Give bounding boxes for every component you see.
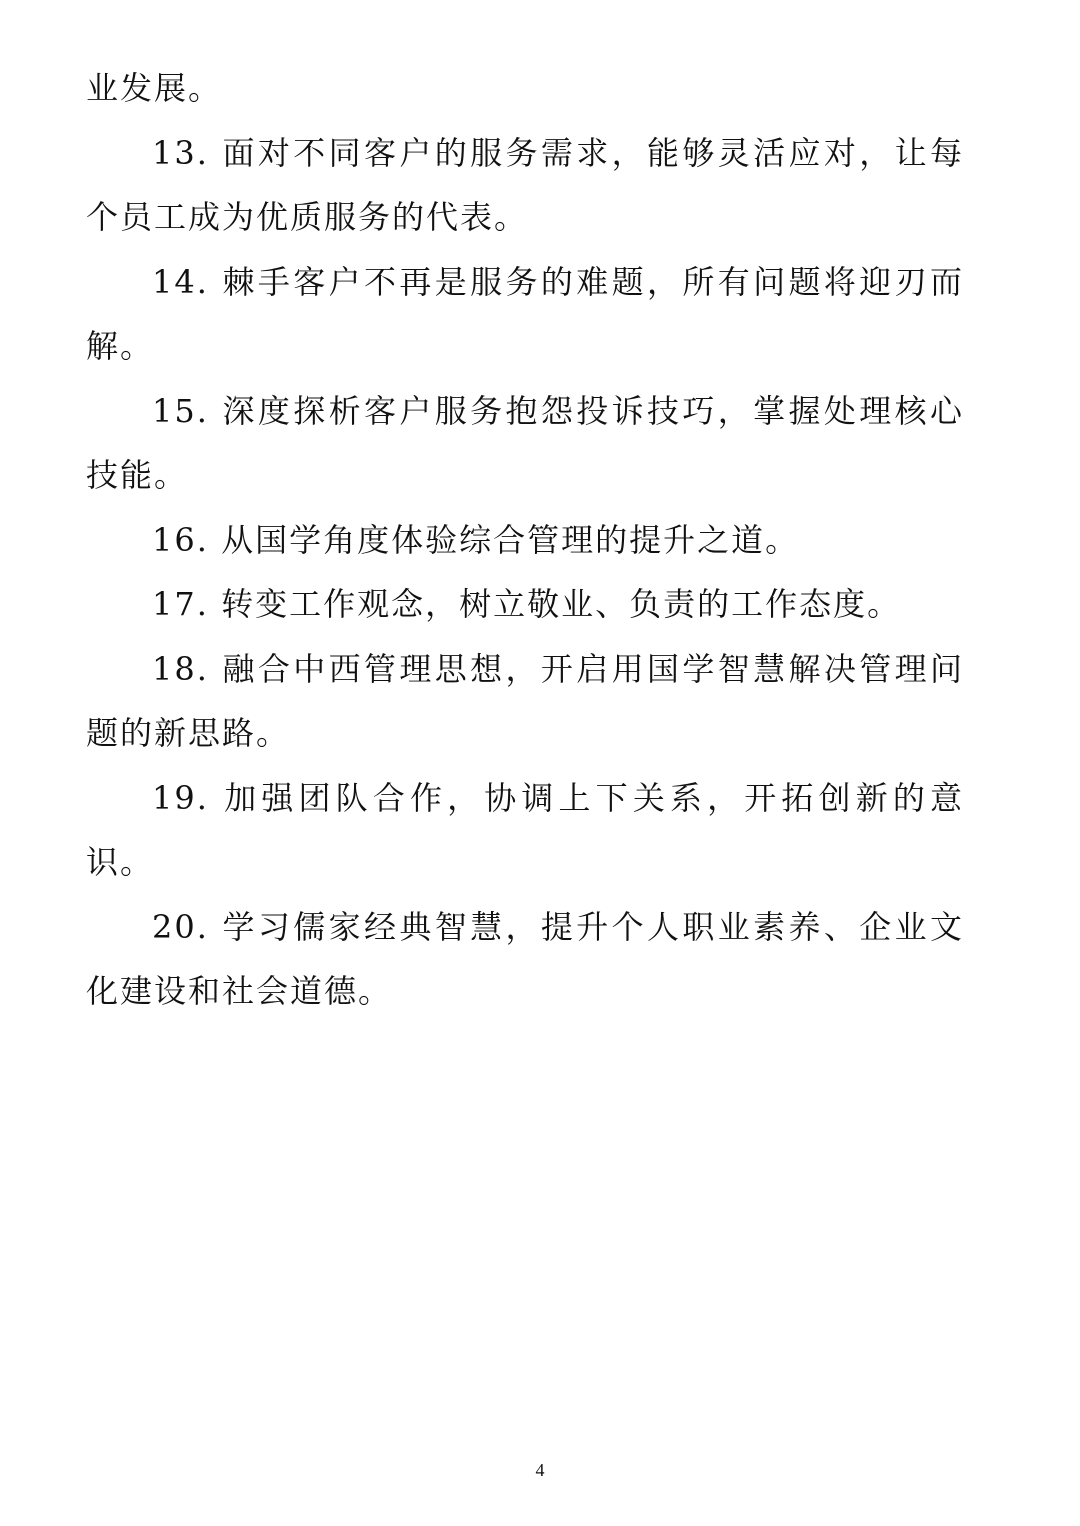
list-item-15: 15. 深度探析客户服务抱怨投诉技巧，掌握处理核心技能。 <box>86 391 964 494</box>
list-item-18: 18. 融合中西管理思想，开启用国学智慧解决管理问题的新思路。 <box>86 649 964 752</box>
body-text <box>86 56 964 1024</box>
page-number: 4 <box>535 1460 545 1480</box>
list-item-16: 16. 从国学角度体验综合管理的提升之道。 <box>152 520 800 559</box>
list-item-20: 20. 学习儒家经典智慧，提升个人职业素养、企业文化建设和社会道德。 <box>86 907 964 1010</box>
list-item-17: 17. 转变工作观念，树立敬业、负责的工作态度。 <box>152 585 902 623</box>
list-item-13: 13. 面对不同客户的服务需求，能够灵活应对，让每个员工成为优质服务的代表。 <box>86 133 964 236</box>
paragraph-continuation: 业发展。 <box>86 69 223 107</box>
list-item-19: 19. 加强团队合作，协调上下关系，开拓创新的意识。 <box>86 778 964 881</box>
list-item-14: 14. 棘手客户不再是服务的难题，所有问题将迎刃而解。 <box>86 262 964 365</box>
